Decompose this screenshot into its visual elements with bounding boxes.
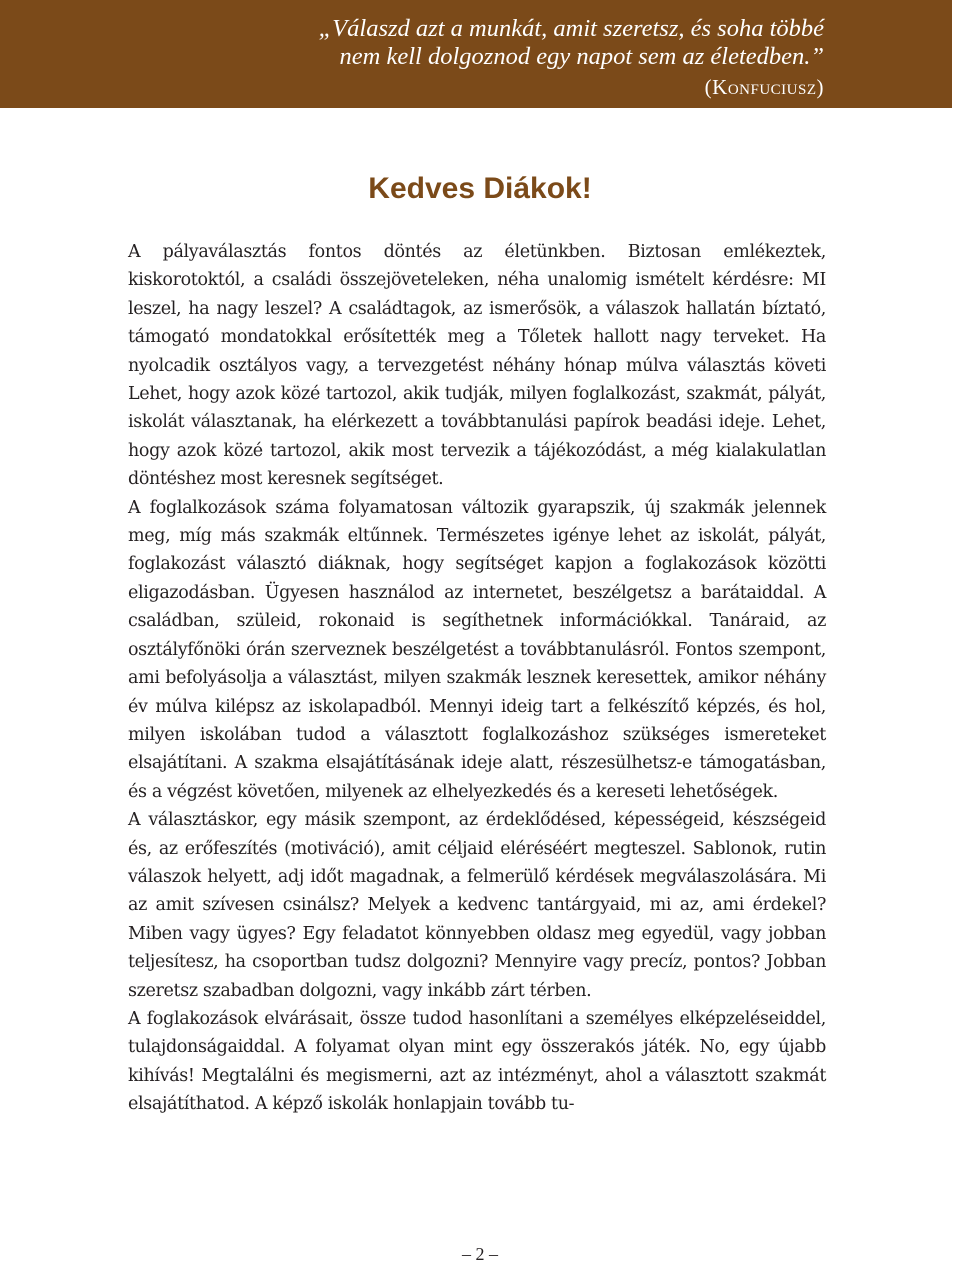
quote-line-2: nem kell dolgoznod egy napot sem az életedben.” (339, 43, 824, 70)
paragraph: A választáskor, egy másik szempont, az érdeklődésed, képességeid, készségeid és, az erőfeszítés (motiváció), amit céljaid eléréséért megteszel. Sablonok, rutin válaszok helyett, adj időt magadnak, a felmerülő kérdések megválaszolására. Mi az amit szívesen csinálsz? Melyek a kedvenc tantárgyaid, mi az, ami érdekel? Miben vagy ügyes? Egy feladatot könnyebben oldasz meg egyedül, vagy jobban teljesítesz, ha csoportban tudsz dolgozni? Mennyire vagy precíz, pontos? Jobban szeretsz szabadban dolgozni, vagy inkább zárt térben. (128, 810, 826, 1001)
page-number: – 2 – (462, 1244, 498, 1264)
paragraph: A foglakozások elvárásait, össze tudod hasonlítani a személyes elképzeléseiddel, tulajdonságaiddal. A folyamat olyan mint egy összerakós játék. No, egy újabb kihívás! Megtalálni és megismerni, azt az intézményt, ahol a választott szakmát elsajátíthatod. A képző iskolák honlapjain tovább tu- (128, 1008, 826, 1115)
body-text (128, 238, 826, 1119)
paragraph: A pályaválasztás fontos döntés az életünkben. Biztosan emlékeztek, kiskorotoktól, a családi összejöveteleken, néha unalomig ismételt kérdésre: MI leszel, ha nagy leszel? A családtagok, az ismerősök, a válaszok hallatán bíztató, támogató mondatokkal erősítették meg a Tőletek hallott nagy terveket. Ha nyolcadik osztályos vagy, a tervezgetést néhány hónap múlva választás követi Lehet, hogy azok közé tartozol, akik tudják, milyen foglalkozást, szakmát, pályát, iskolát választanak, ha elérkezett a továbbtanulási papírok beadási ideje. Lehet, hogy azok közé tartozol, akik most tervezik a tájékozódást, a még kialakulatlan döntéshez most keresnek segítséget. (128, 242, 826, 490)
paragraph: A foglalkozások száma folyamatosan változik gyarapszik, új szakmák jelennek meg, míg más szakmák eltűnnek. Természetes igénye lehet az iskolát, pályát, foglakozást választó diáknak, hogy segítséget kapjon a foglakozások közötti eligazodásban. Ügyesen használod az internetet, beszélgetsz a barátaiddal. A családban, szüleid, rokonaid is segíthetnek információkkal. Tanáraid, az osztályfőnöki órán szerveznek beszélgetést a továbbtanulásról. Fontos szempont, ami befolyásolja a választást, milyen szakmák lesznek keresettek, amikor néhány év múlva kilépsz az iskolapadból. Mennyi ideig tart a felkészítő képzés, és hol, milyen iskolában tudod a választott foglalkozáshoz szükséges ismereteket elsajátítani. A szakma elsajátításának ideje alatt, részesülhetsz-e támogatásban, és a végzést követően, milyenek az elhelyezkedés és a kereseti lehetőségek. (128, 497, 826, 802)
quote-author: (Konfuciusz) (704, 75, 824, 99)
page-title: Kedves Diákok! (368, 172, 592, 205)
quote-line-1: „Válaszd azt a munkát, amit szeretsz, és soha többé (318, 15, 824, 42)
quote-banner (0, 0, 952, 108)
